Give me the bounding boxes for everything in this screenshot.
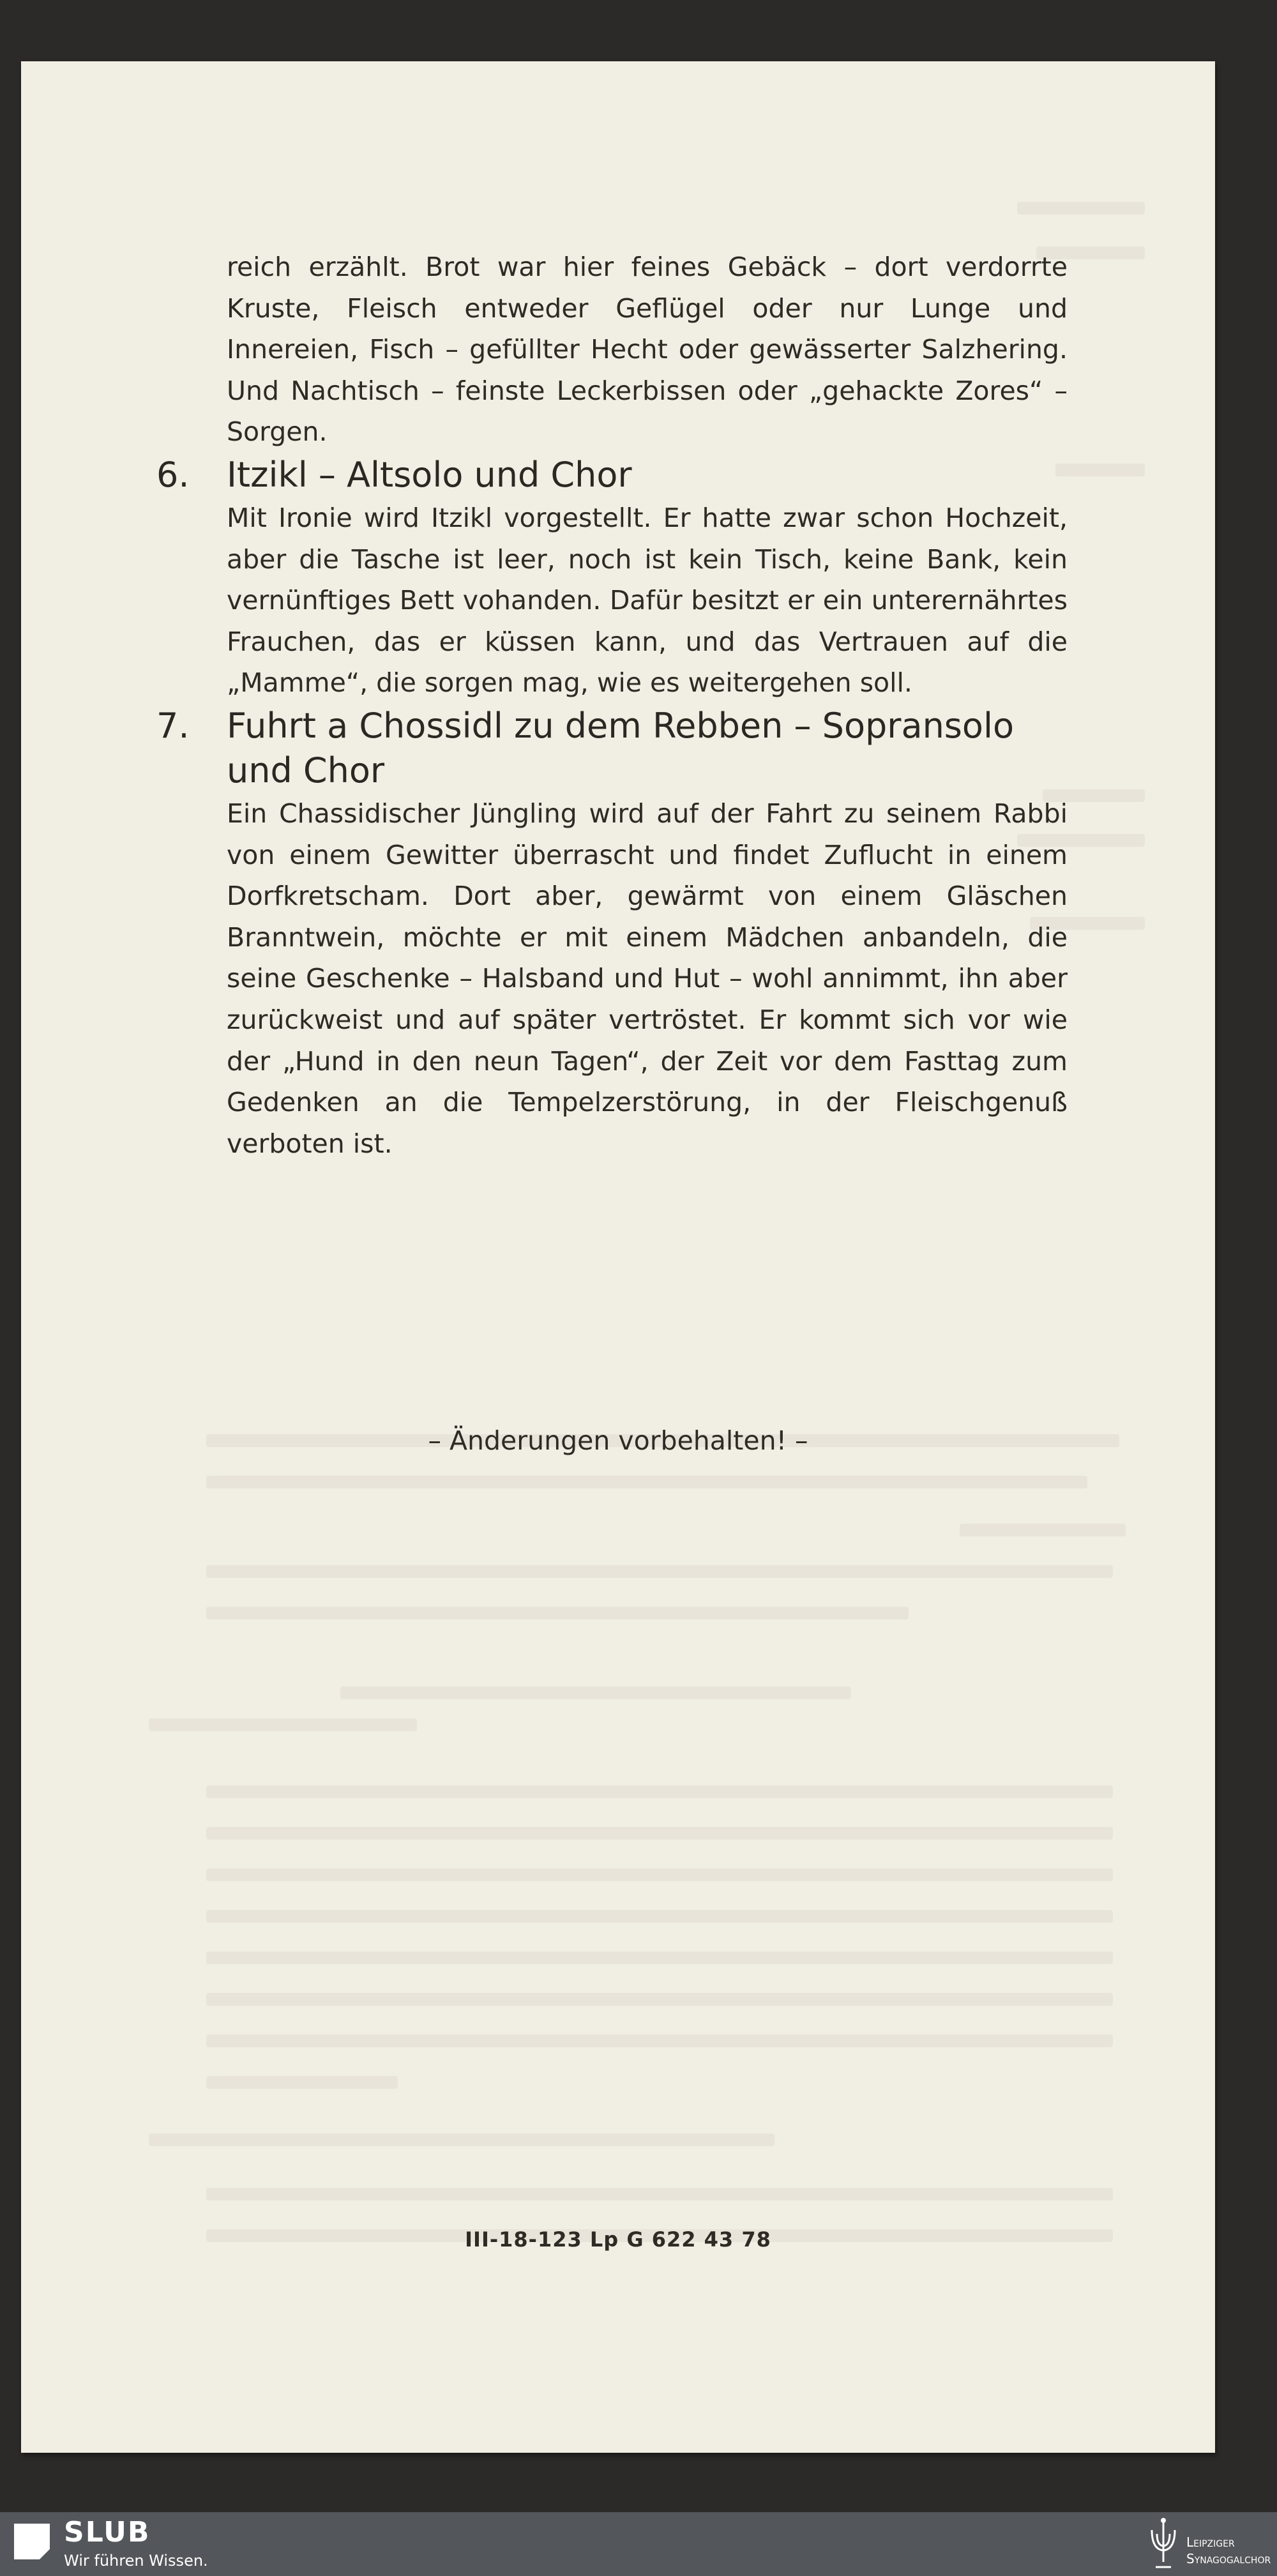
partner-name — [1186, 2534, 1271, 2567]
partner-line-2: Synagogalchor — [1186, 2551, 1271, 2566]
section-7-title: Fuhrt a Chossidl zu dem Rebben – Sopransolo und Chor — [227, 705, 1015, 791]
section-6-number: 6. — [156, 454, 190, 495]
partner-line-1: Leipziger — [1186, 2534, 1235, 2550]
section-7-heading — [156, 704, 1068, 793]
slub-tagline: Wir führen Wissen. — [64, 2552, 208, 2570]
intro-paragraph: reich erzählt. Brot war hier feines Gebäck – dort verdorrte Kruste, Fleisch entweder Geflügel oder nur Lunge und Innereien, Fisch – gefüllter Hecht oder gewässerter Salzhering. Und Nachtisch – feinste Leckerbissen oder „gehackte Zores“ – Sorgen. — [227, 252, 1068, 448]
section-6-title: Itzikl – Altsolo und Chor — [227, 454, 632, 495]
menorah-icon — [1147, 2517, 1180, 2571]
print-license-code: III-18-123 Lp G 622 43 78 — [465, 2227, 771, 2252]
footer-bar — [0, 2512, 1277, 2576]
section-6-heading — [156, 453, 1068, 497]
changes-notice: – Änderungen vorbehalten! – — [428, 1425, 808, 1456]
section-7-body: Ein Chassidischer Jüngling wird auf der Fahrt zu seinem Rabbi von einem Gewitter überrascht und findet Zuflucht in einem Dorfkretscham. Dort aber, gewärmt von einem Gläschen Branntwein, möchte er mit einem Mädchen anbandeln, die seine Geschenke – Halsband und Hut – wohl annimmt, ihn aber zurückweist und auf später vertröstet. Er kommt sich vor wie der „Hund in den neun Tagen“, der Zeit vor dem Fasttag zum Gedenken an die Tempelzerstörung, in der Fleischgenuß verboten ist. — [227, 798, 1068, 1159]
slub-logo-icon[interactable] — [14, 2524, 50, 2559]
document-page — [21, 61, 1215, 2453]
section-6-body: Mit Ironie wird Itzikl vorgestellt. Er hatte zwar schon Hochzeit, aber die Tasche ist leer, noch ist kein Tisch, keine Bank, kein vernünftiges Bett vohanden. Dafür besitzt er ein unterernährtes Frauchen, das er küssen kann, und das Vertrauen auf die „Mamme“, die sorgen mag, wie es weitergehen soll. — [227, 502, 1068, 699]
slub-brand[interactable]: SLUB — [64, 2516, 151, 2549]
document-body — [156, 183, 1068, 1164]
section-7-number: 7. — [156, 705, 190, 746]
